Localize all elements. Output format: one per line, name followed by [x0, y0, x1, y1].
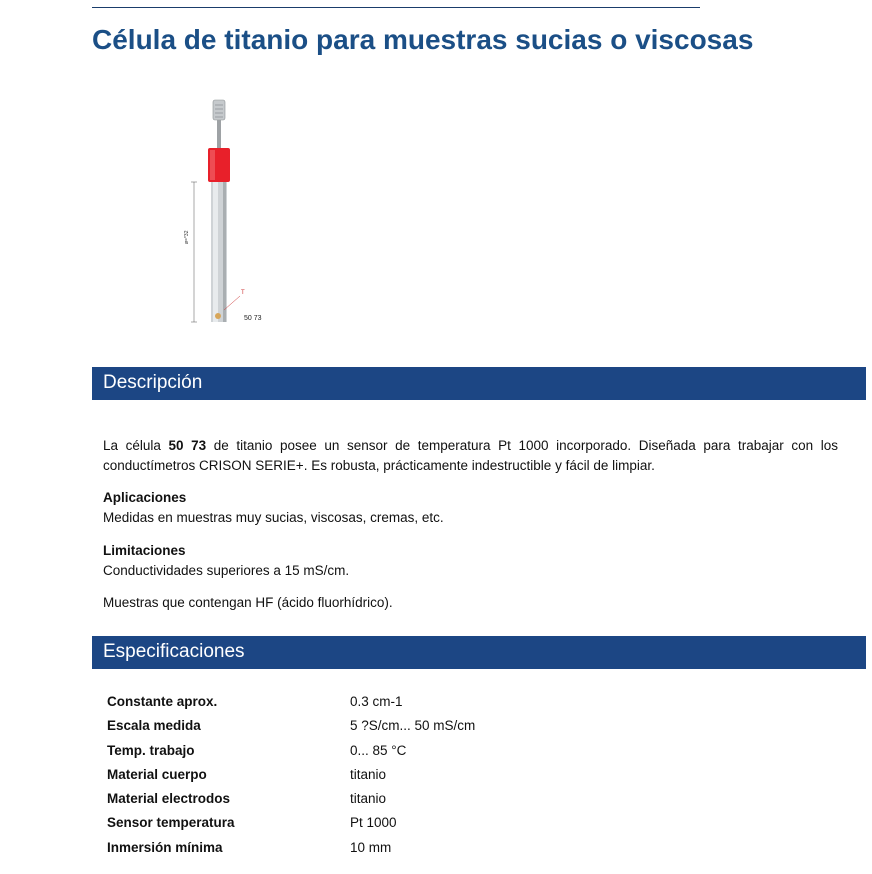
description-section-title: Descripción: [103, 372, 203, 393]
temperature-marker: T: [241, 290, 245, 296]
electrode-illustration: [180, 96, 280, 332]
specifications-section-title: Especificaciones: [103, 641, 245, 662]
intro-product-code: 50 73: [168, 438, 207, 453]
spec-label: Material electrodos: [107, 791, 231, 807]
product-code-label: 50 73: [244, 315, 262, 322]
description-intro: [103, 436, 838, 476]
limitations-text-2: Muestras que contengan HF (ácido fluorhídrico).: [103, 595, 393, 610]
spec-value: titanio: [350, 766, 387, 782]
spec-value: Pt 1000: [350, 815, 397, 831]
dimension-label: ø=*32: [184, 230, 190, 244]
specifications-section-header: [92, 636, 866, 669]
spec-label: Sensor temperatura: [107, 815, 235, 831]
limitations-text-1: Conductividades superiores a 15 mS/cm.: [103, 563, 350, 578]
intro-post: de titanio posee un sensor de temperatura Pt 1000 incorporado. Diseñada para trabajar con los conductímetros CRISON SERIE+. Es robusta, prácticamente indestructible y fácil de limpiar.: [103, 438, 838, 473]
spec-label: Material cuerpo: [107, 766, 207, 782]
page-title: Célula de titanio para muestras sucias o viscosas: [92, 24, 754, 55]
electrode-cable: [217, 120, 221, 148]
description-section-header: [92, 367, 866, 400]
spec-value: 0.3 cm-1: [350, 694, 403, 709]
temperature-sensor-tip: [215, 313, 221, 319]
spec-label: Inmersión mínima: [107, 839, 223, 855]
spec-label: Constante aprox.: [107, 694, 218, 709]
spec-value: 0... 85 °C: [350, 742, 407, 758]
top-rule: [92, 7, 700, 8]
limitations-heading: Limitaciones: [103, 543, 186, 558]
spec-value: 10 mm: [350, 839, 392, 855]
spec-label: Temp. trabajo: [107, 742, 195, 758]
intro-pre: La célula: [103, 438, 169, 453]
spec-value: titanio: [350, 791, 387, 807]
applications-text: Medidas en muestras muy sucias, viscosas, cremas, etc.: [103, 510, 444, 525]
applications-heading: Aplicaciones: [103, 490, 187, 505]
spec-value: 5 ?S/cm... 50 mS/cm: [350, 718, 476, 734]
spec-label: Escala medida: [107, 718, 201, 734]
